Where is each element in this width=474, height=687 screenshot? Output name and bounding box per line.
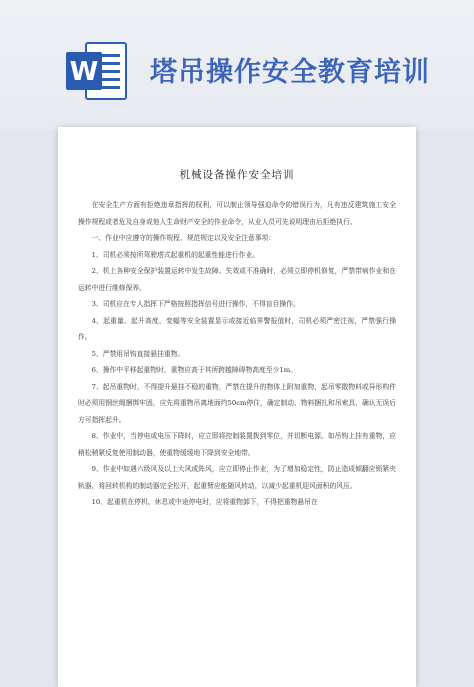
document-page bbox=[58, 127, 416, 687]
header-banner bbox=[0, 0, 474, 130]
paragraph: 一、作业中应遵守的操作规程、规范规定以及安全注意事项： bbox=[91, 234, 276, 242]
paragraph: 2、机上各种安全保护装置运转中发生故障、失效或不准确时，必须立即停机修复，严禁带病作业和在运转中进行维修保养。 bbox=[78, 267, 396, 292]
paragraph: 6、操作中平移起重物时，重物应高于其所跨越障碍物高度至少1m。 bbox=[91, 366, 297, 374]
banner-title: 塔吊操作安全教育培训 bbox=[150, 57, 430, 88]
paragraph: 9、作业中如遇六级风及以上大风或阵风，应立即停止作业，为了增加稳定性，防止造成倾翻应锁紧夹轨器，将回转机构的制动器完全松开，起重臂应能随风转动，以减少起重机迎风面积的风压。 bbox=[78, 465, 396, 490]
paragraph: 8、作业中，当停电或电压下降时，应立即将控制装置拨到零位，并切断电源。如吊钩上挂有重物，应稍松稍紧反复使用制动器，使重物缓缓地下降到安全地带。 bbox=[78, 432, 396, 457]
document-title: 机械设备操作安全培训 bbox=[179, 169, 295, 181]
paragraph: 5、严禁用吊钩直接悬挂重物。 bbox=[91, 349, 185, 358]
word-icon-letter: W bbox=[69, 57, 99, 87]
paragraph: 7、起吊重物时，不得提升悬挂不稳的重物，严禁在提升的物体上附加重物，起吊零散物料或异形构件时必须用钢丝绳捆绑牢固，应先将重物吊离地面约50cm停住，确定制动、物料捆扎和吊索具，确认无误后方可指挥起升。 bbox=[78, 382, 396, 424]
paragraph: 4、起重量、起升高度、变幅等安全装置显示或接近临界警报值时，司机必须严密注视，严禁强行操作。 bbox=[78, 316, 396, 341]
word-document-icon bbox=[64, 38, 130, 104]
paragraph: 10、起重机在停机、休息或中途停电时，应将重物卸下，不得把重物悬吊在 bbox=[91, 498, 318, 506]
paragraph: 在安全生产方面有拒绝违章指挥的权利，可以制止领导强迫命令的错误行为，凡有违反建筑施工安全操作规程或者危及自身或他人生命财产安全的作业命令，从业人员可先说明理由后拒绝执行。 bbox=[78, 201, 396, 226]
paragraph: 1、司机必须按所驾驶塔式起重机的起重性能进行作业。 bbox=[91, 250, 260, 259]
document-body bbox=[78, 197, 396, 511]
paragraph: 3、司机应在专人指挥下严格按照指挥信号进行操作，不得盲目操作。 bbox=[91, 300, 300, 308]
